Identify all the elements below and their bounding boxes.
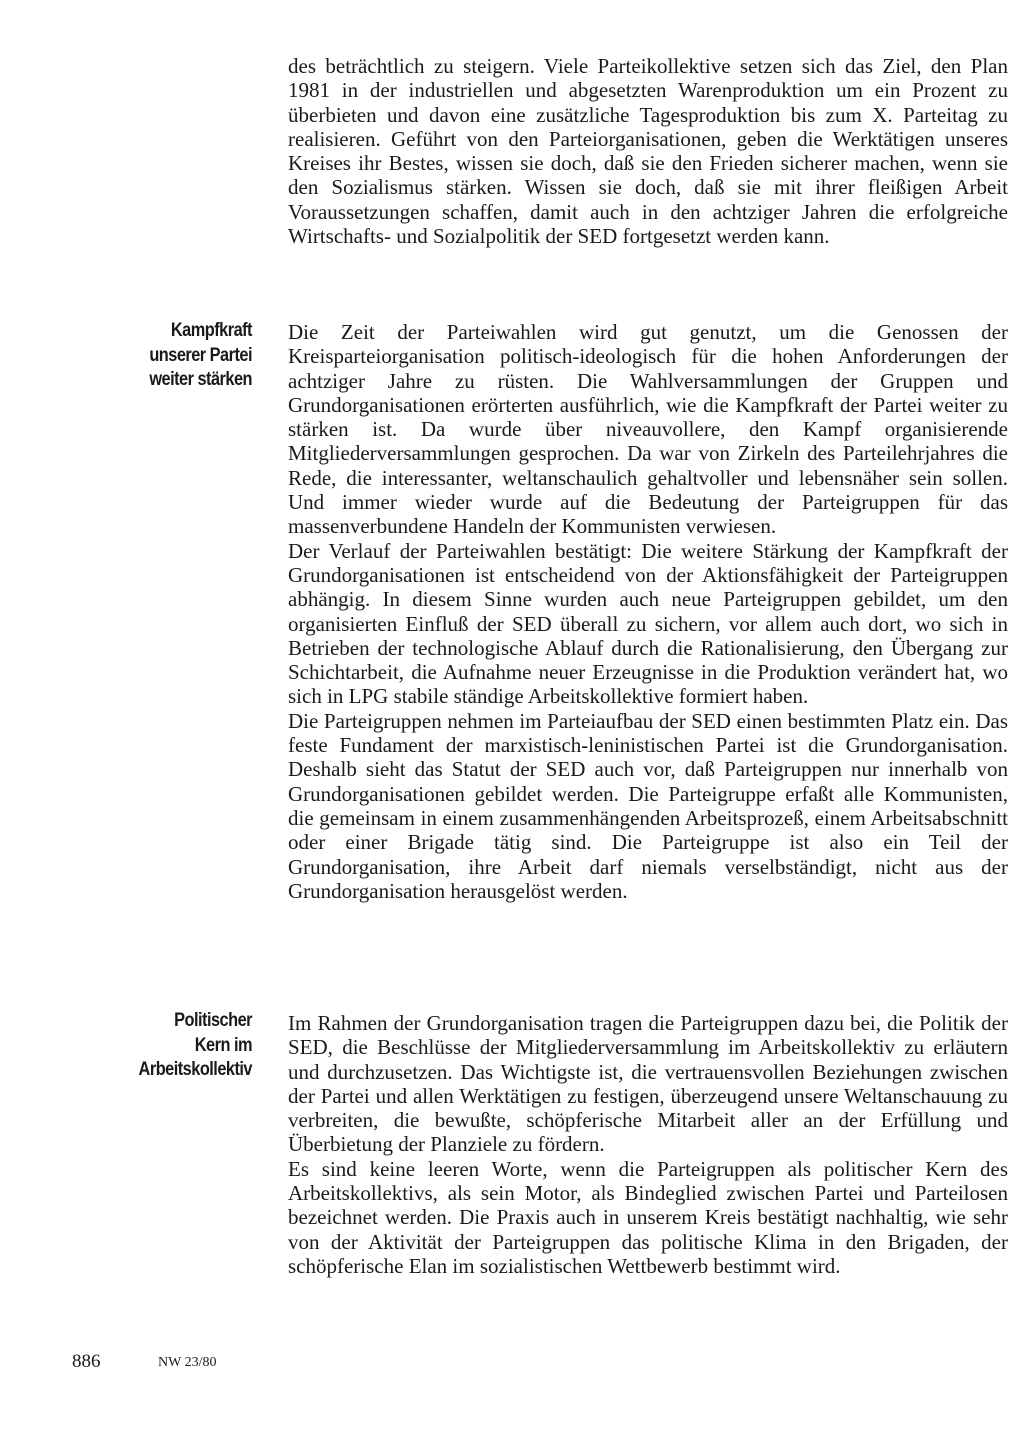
margin-heading-line: Kampfkraft: [170, 320, 252, 341]
article-section-intro: [288, 54, 1008, 248]
margin-heading-kampfkraft: [97, 319, 252, 393]
page-number: 886: [72, 1351, 101, 1372]
margin-heading-line: Politischer: [174, 1010, 252, 1031]
issue-label: NW 23/80: [158, 1355, 217, 1370]
paragraph: des beträchtlich zu steigern. Viele Parteikollektive setzen sich das Ziel, den Plan 1981 in der industriellen und abgesetzten Warenproduktion um ein Prozent zu überbieten und davon eine zusätzliche Tagesproduktion bis zum X. Parteitag zu realisieren. Geführt von den Parteiorganisationen, geben die Werktätigen unseres Kreises ihr Bestes, wissen sie doch, daß sie den Frieden sicherer machen, wenn sie den Sozialismus stärken. Wissen sie doch, daß sie mit ihrer fleißigen Arbeit Voraussetzungen schaffen, damit auch in den achtziger Jahren die erfolgreiche Wirtschafts- und Sozialpolitik der SED fortgesetzt werden kann.: [288, 54, 1008, 249]
margin-heading-line: unserer Partei: [149, 344, 252, 366]
paragraph: Im Rahmen der Grundorganisation tragen die Parteigruppen dazu bei, die Politik der SED, die Beschlüsse der Mitgliederversammlung im Arbeitskollektiv zu erläutern und durchzusetzen. Das Wichtigste ist, die vertrauensvollen Beziehungen zwischen der Partei und allen Werktätigen zu festigen, überzeugend unsere Weltanschauung zu verbreiten, die bewußte, schöpferische Mitarbeit aller an der Erfüllung und Überbietung der Planziele zu fördern.: [288, 1011, 1008, 1157]
margin-heading-line: Arbeitskollektiv: [138, 1059, 252, 1080]
margin-heading-politischer-kern: [97, 1009, 252, 1083]
margin-heading-line: Kern im: [194, 1034, 252, 1056]
paragraph: Es sind keine leeren Worte, wenn die Parteigruppen als politischer Kern des Arbeitskollektivs, als sein Motor, als Bindeglied zwischen Partei und Parteilosen bezeichnet werden. Die Praxis auch in unserem Kreis bestätigt nachhaltig, wie sehr von der Aktivität der Parteigruppen das politische Klima in den Brigaden, der schöpferische Elan im sozialistischen Wettbewerb bestimmt wird.: [288, 1156, 1008, 1278]
article-section-kampfkraft: [288, 320, 1008, 903]
article-section-politischer-kern: [288, 1011, 1008, 1278]
margin-heading-line: weiter stärken: [149, 369, 252, 390]
paragraph: Der Verlauf der Parteiwahlen bestätigt: Die weitere Stärkung der Kampfkraft der Grundorganisationen ist entscheidend von der Aktionsfähigkeit der Parteigruppen abhängig. In diesem Sinne wurden auch neue Parteigruppen gebildet, um den organisierten Einfluß der SED überall zu sichern, vor allem auch dort, wo sich in Betrieben der technologische Ablauf durch die Rationalisierung, den Übergang zur Schichtarbeit, die Aufnahme neuer Erzeugnisse in die Produktion verändert hat, wo sich in LPG stabile ständige Arbeitskollektive formiert haben.: [288, 538, 1008, 709]
paragraph: Die Zeit der Parteiwahlen wird gut genutzt, um die Genossen der Kreisparteiorganisation politisch-ideologisch für die hohen Anforderungen der achtziger Jahre zu rüsten. Die Wahlversammlungen der Gruppen und Grundorganisationen erörterten ausführlich, wie die Kampfkraft der Partei weiter zu stärken ist. Da wurde über niveauvollere, den Kampf organisierende Mitgliederversammlungen gesprochen. Da war von Zirkeln des Parteilehrjahres die Rede, die interessanter, weltanschaulich gehaltvoller und lebensnäher sein sollen. Und immer wieder wurde auf die Bedeutung der Parteigruppen für das massenverbundene Handeln der Kommunisten verwiesen.: [288, 320, 1008, 539]
paragraph: Die Parteigruppen nehmen im Parteiaufbau der SED einen bestimmten Platz ein. Das feste Fundament der marxistisch-leninistischen Partei ist die Grundorganisation. Deshalb sieht das Statut der SED auch vor, daß Parteigruppen nur innerhalb von Grundorganisationen gebildet werden. Die Parteigruppe erfaßt alle Kommunisten, die gemeinsam in einem zusammenhängenden Arbeitsprozeß, einem Arbeitsabschnitt oder einer Brigade tätig sind. Die Parteigruppe ist also ein Teil der Grundorganisation, ihre Arbeit darf niemals verselbständigt, nicht aus der Grundorganisation herausgelöst werden.: [288, 708, 1008, 903]
